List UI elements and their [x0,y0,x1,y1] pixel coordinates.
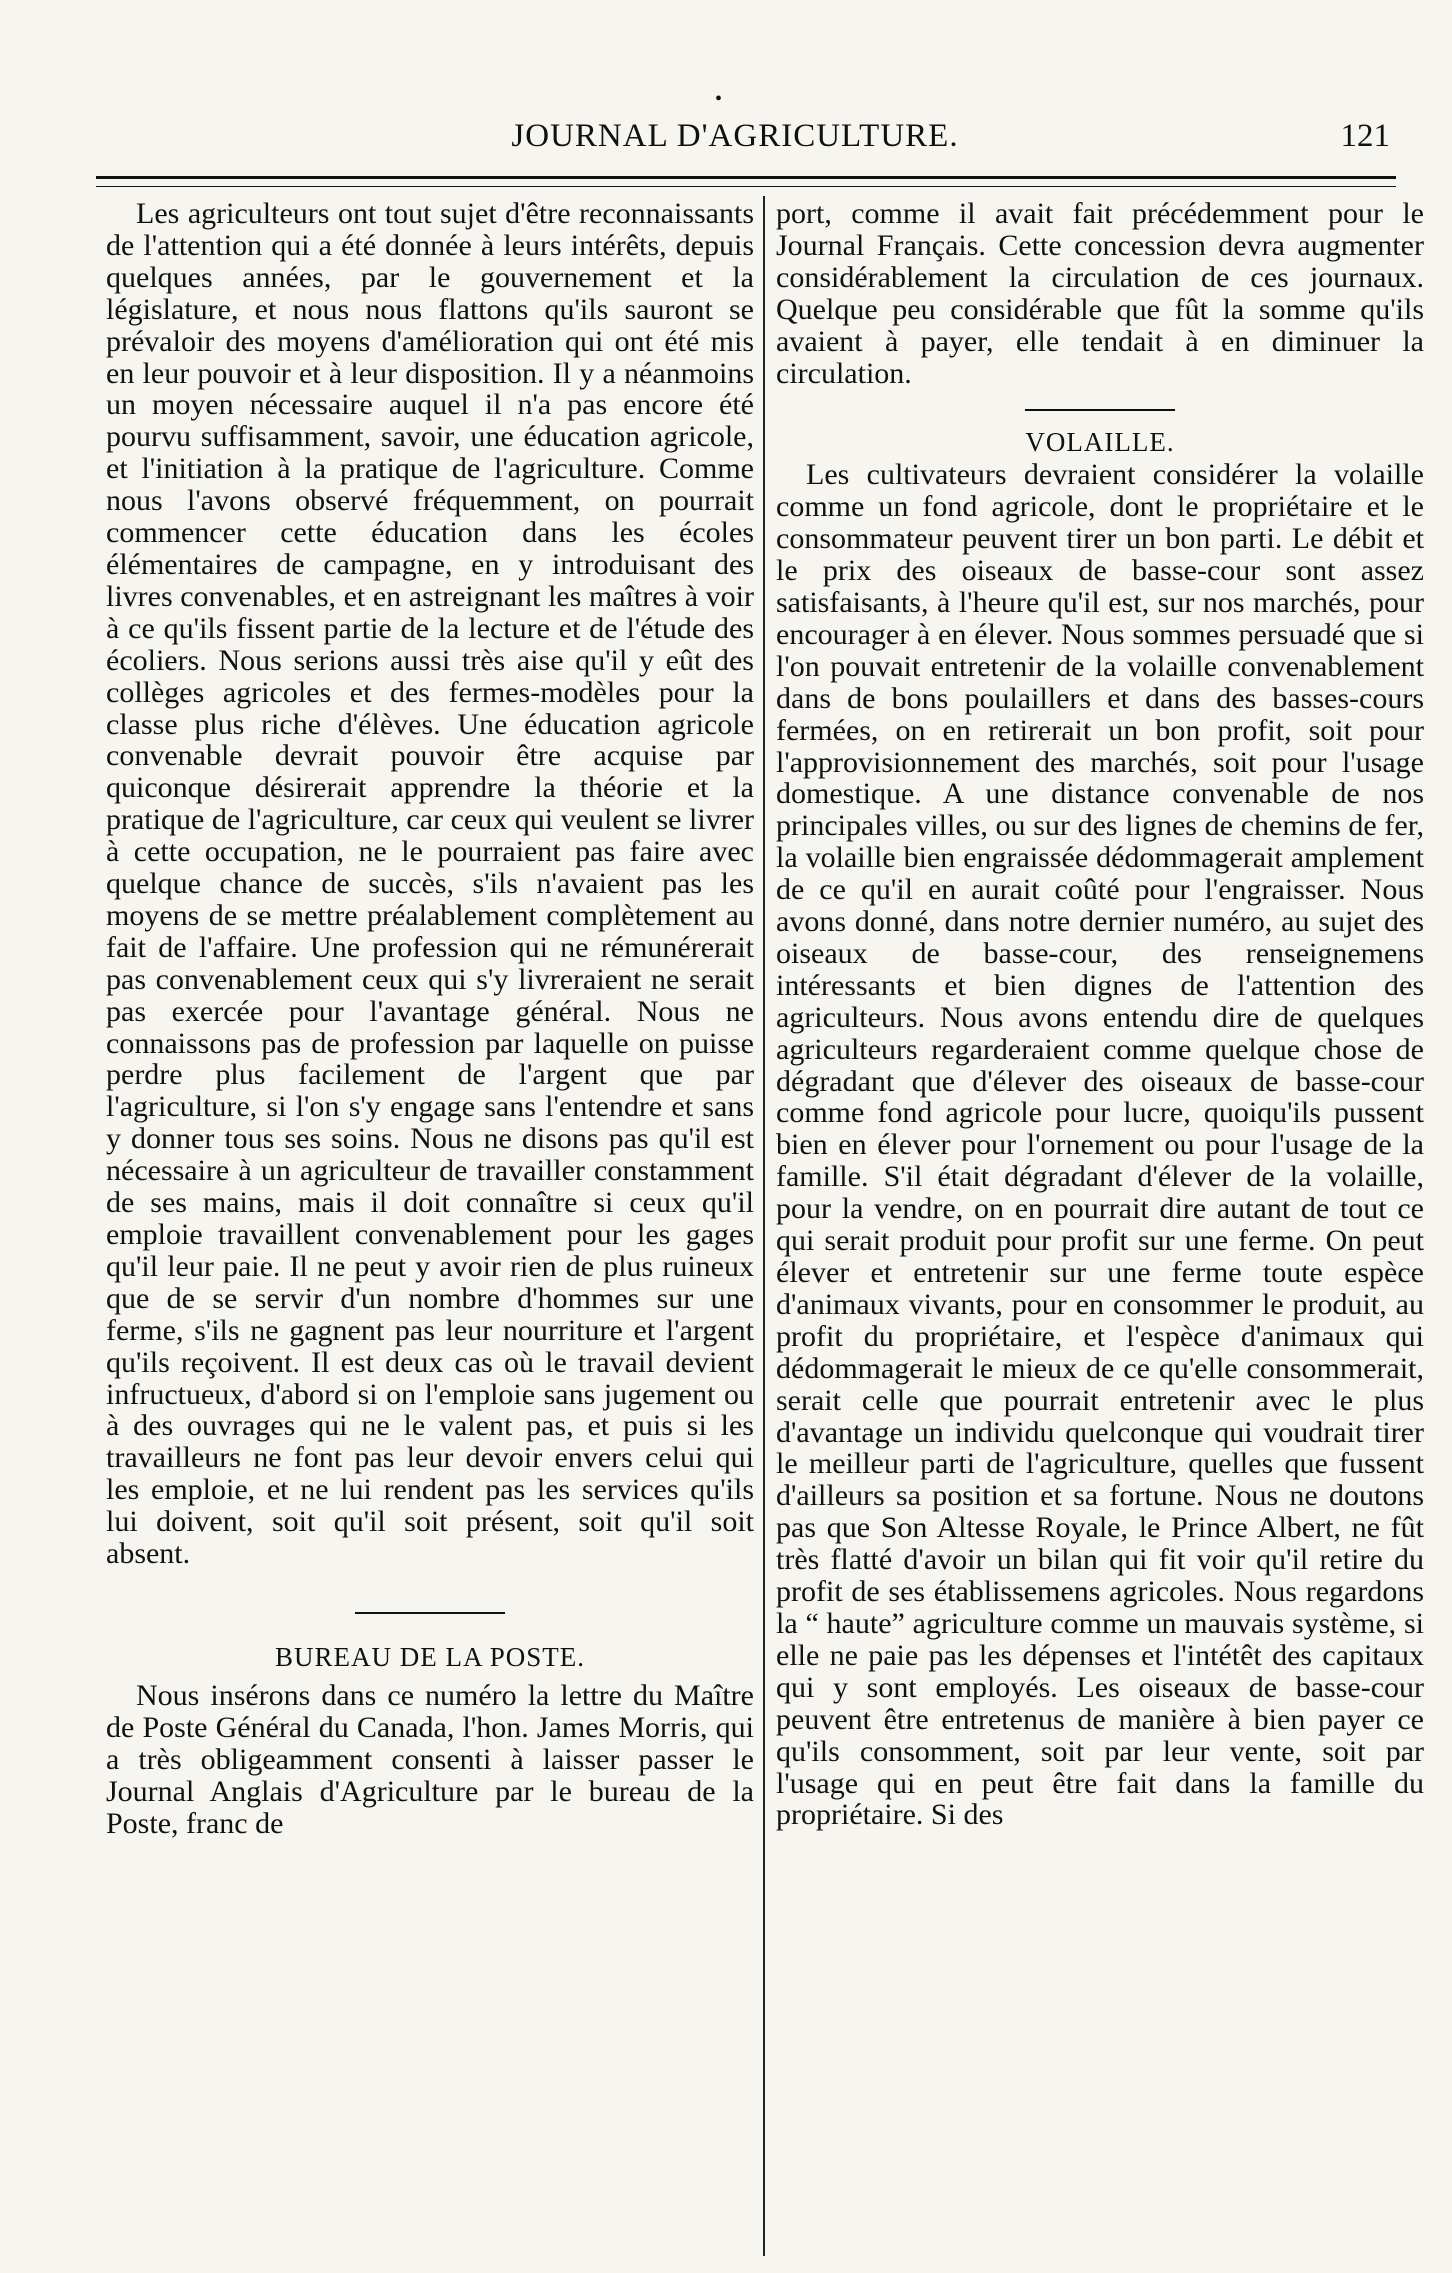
article-bureau-poste: Nous insérons dans ce numéro la lettre du Maître de Poste Général du Canada, l'hon. James Morris, qui a très obligeamment consenti à laisser passer le Journal Anglais d'Agriculture par le bureau de la Poste, franc de [106,1678,754,1840]
page-header [70,118,1400,168]
right-column [776,198,1424,1831]
page-number: 121 [1340,118,1390,154]
heading-volaille: VOLAILLE. [1025,427,1175,458]
header-rule [96,176,1396,187]
column-divider [763,196,765,2256]
left-column [106,198,754,1839]
article-bureau-poste-continued: port, comme il avait fait précédemment pour le Journal Français. Cette concession devra augmenter considérablement la circulation de ces journaux. Quelque peu considérable que fût la somme qu'ils avaient à payer, elle tendait à en diminuer la circulation. [776,197,1424,390]
heading-bureau-poste: BUREAU DE LA POSTE. [274,1641,585,1672]
article-agriculture-education: Les agriculteurs ont tout sujet d'être reconnaissants de l'attention qui a été donnée à leurs intérêts, depuis quelques années, par le gouvernement et la législature, et nous nous flattons qu'ils sauront se prévaloir des moyens d'amélioration qui ont été mis en leur pouvoir et à leur disposition. Il y a néanmoins un moyen nécessaire auquel il n'a pas encore été pourvu suffisamment, savoir, une éducation agricole, et l'initiation à la pratique de l'agriculture. Comme nous l'avons observé fréquemment, on pourrait commencer cette éducation dans les écoles élémentaires de campagne, en y introduisant des livres convenables, et en astreignant les maîtres à voir à ce qu'ils fissent partie de la lecture et de l'étude des écoliers. Nous serions aussi très aise qu'il y eût des collèges agricoles et des fermes-modèles pour la classe plus riche d'élèves. Une éducation agricole convenable devrait pouvoir être acquise par quiconque désirerait apprendre la théorie et la pratique de l'agriculture, car ceux qui veulent se livrer à cette occupation, ne le pourraient pas faire avec quelque chance de succès, s'ils n'avaient pas les moyens de se mettre préalablement complètement au fait de l'affaire. Une profession qui ne rémunérerait pas convenablement ceux qui s'y livreraient ne serait pas exercée pour l'avantage général. Nous ne connaissons pas de profession par laquelle on puisse perdre plus facilement de l'argent que par l'agriculture, si l'on s'y engage sans l'entendre et sans y donner tous ses soins. Nous ne disons pas qu'il est nécessaire à un agriculteur de travailler constamment de ses mains, mais il doit connaître si ceux qu'il emploie travaillent convenablement pour les gages qu'il leur paie. Il ne peut y avoir rien de plus ruineux que de se servir d'un nombre d'hommes sur une ferme, s'ils ne gagnent pas leur nourriture et l'argent qu'ils reçoivent. Il est deux cas où le travail devient infructueux, d'abord si on l'emploie sans jugement ou à des ouvrages qui ne le valent pas, et puis si les travailleurs ne font pas leur devoir envers celui qui les emploie, et ne lui rendent pas les services qu'ils lui doivent, soit qu'il soit présent, soit qu'il soit absent. [106,197,754,1571]
running-title: JOURNAL D'AGRICULTURE. [511,118,959,154]
article-volaille: Les cultivateurs devraient considérer la volaille comme un fond agricole, dont le propriétaire et le consommateur peuvent tirer un bon parti. Le débit et le prix des oiseaux de basse-cour sont assez satisfaisants, à l'heure qu'il est, sur nos marchés, pour encourager à en élever. Nous sommes persuadé que si l'on pouvait entretenir de la volaille convenablement dans de bons poulaillers et dans des basses-cours fermées, on en retirerait un bon profit, soit pour l'approvisionnement des marchés, soit pour l'usage domestique. A une distance convenable de nos principales villes, ou sur des lignes de chemins de fer, la volaille bien engraissée dédommagerait amplement de ce qu'il en aurait coûté pour l'engraisser. Nous avons donné, dans notre dernier numéro, au sujet des oiseaux de basse-cour, des renseignemens intéressants et bien dignes de l'attention des agriculteurs. Nous avons entendu dire de quelques agriculteurs regarderaient comme quelque chose de dégradant que d'élever des oiseaux de basse-cour comme fond agricole pour lucre, quoiqu'ils pussent bien en élever pour l'ornement ou pour l'usage de la famille. S'il était dégradant d'élever de la volaille, pour la vendre, on en pourrait dire autant de tout ce qui serait produit pour profit sur une ferme. On peut élever et entretenir sur une ferme toute espèce d'animaux vivants, pour en consommer le produit, au profit du propriétaire, et l'espèce d'animaux qui dédommagerait le mieux de ce qu'elle consommerait, serait celle que pourrait entretenir avec le plus d'avantage un individu quelconque qui voudrait tirer le meilleur parti de l'agriculture, quelles que fussent d'ailleurs sa position et sa fortune. Nous ne doutons pas que Son Altesse Royale, le Prince Albert, ne fût très flatté d'avoir un bilan qui fit voir qu'il retire du profit de ses établissemens agricoles. Nous regardons la “ haute” agriculture comme un mauvais système, si elle ne paie pas les dépenses et l'intétêt des capitaux qui y sont employés. Les oiseaux de basse-cour peuvent être entretenus de manière à bien payer ce qu'ils consomment, soit par leur vente, soit par l'usage qui en peut être fait dans la famille du propriétaire. Si des [776,458,1424,1832]
top-ornament-dot: • [715,88,723,110]
